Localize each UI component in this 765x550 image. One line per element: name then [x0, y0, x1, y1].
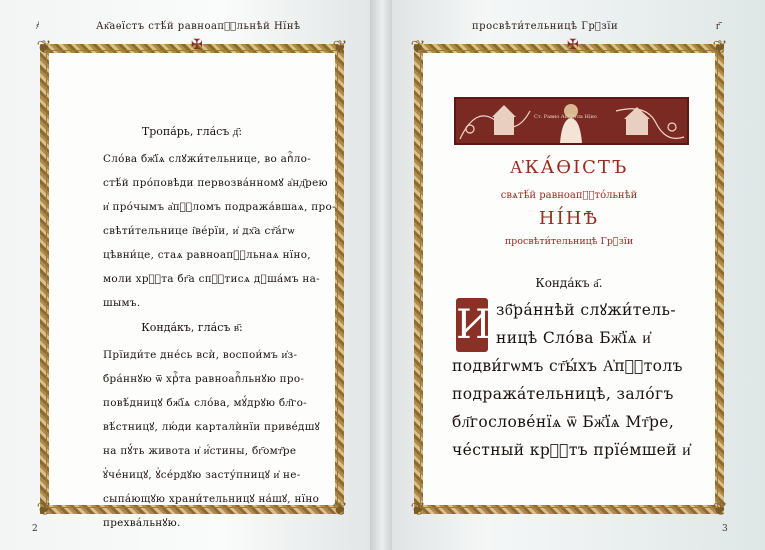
flourish-icon: ❦ — [712, 499, 728, 520]
text-line: бл҃гослове́нїѧ ѿ Бж҃їѧ Мт҃ре, — [452, 413, 675, 431]
title-epithet: просвѣти́тельницѣ Гр꙽зїи — [504, 236, 634, 247]
right-page — [392, 0, 765, 550]
text-line: че́стный крⷭ҇тъ прїе́мшей и҆ — [452, 441, 691, 459]
akathist-title: А҆КА́ѲІСТЪ — [509, 157, 629, 178]
drop-cap-initial: И — [456, 298, 488, 352]
running-head-left: Ак҃аѳїстъ стѣ́й равноапⷭ҇льнѣй Нїнѣ — [96, 21, 301, 32]
text-line: свѣти́тельнице і҆ве́рїи, и҆ дх҃а ст҃а́гѡ — [103, 225, 295, 237]
text-line: ꙋ҆че́ницꙋ, ꙋ҆се́рдꙋю засту́пницꙋ и҆ не- — [103, 469, 301, 481]
page-number-right: 3 — [722, 524, 728, 534]
text-line: и҆ про́чымъ а҆пⷭ҇ломъ подража́вшаѧ, про- — [103, 201, 336, 213]
flourish-icon: ❦ — [36, 37, 52, 58]
running-head-left-mark: ҂ — [36, 21, 40, 32]
troparion-text — [103, 147, 336, 315]
kontakion-heading: Конда́къ, гла́съ в҃: — [141, 321, 243, 334]
kontakion-body — [456, 296, 677, 352]
text-line: повѣ́дницꙋ бж҃їѧ сло́ва, мꙋ́дрꙋю бл҃го- — [103, 397, 307, 409]
text-line: бра́ннꙋю ѿ хрⷭ҇та равноапⷭ҇льнꙋю про- — [103, 373, 305, 385]
text-line: подража́тельницѣ, зало́гъ — [452, 385, 674, 403]
text-line: вѣ́стницꙋ, лю́ди карталѝнїи приве́дшꙋ — [103, 421, 320, 433]
cross-icon: ✠ — [567, 37, 579, 53]
flourish-icon: ❦ — [332, 37, 348, 58]
text-line: сыпа́ющꙋю храни́тельницꙋ на́шꙋ, нїно — [103, 493, 320, 505]
flourish-icon: ❦ — [410, 499, 426, 520]
text-line: на пꙋ́ть живота и҆ и҆́стины, бг҃омт҃ре — [103, 445, 297, 457]
text-line: стѣ́й про́повѣди первозва́нномꙋ а҆нд҃рею — [103, 177, 328, 189]
running-head-right: просвѣти́тельницѣ Гр꙽зїи — [472, 21, 619, 32]
saint-name: НІ́НѢ — [538, 208, 600, 229]
text-line: ницѣ Сло́ва Бж҃їѧ и҆ — [496, 329, 652, 347]
text-line: цѣвни́це, стаѧ равноапⷭ҇льнаѧ нїно, — [103, 249, 311, 261]
headpiece-caption: Ст. Равно Апⷭ҇тла Нїно — [534, 114, 597, 120]
text-line: прехва́льнꙋю. — [103, 517, 181, 529]
kontakion-text — [103, 343, 320, 535]
text-line: шымъ. — [103, 297, 141, 309]
cross-icon: ✠ — [191, 37, 203, 53]
kontakion-body-cont — [452, 352, 691, 464]
kontakion-heading-right: Конда́къ а҃. — [535, 276, 603, 290]
text-line: подви́гѡмъ ст҃ы́хъ А҆пⷭ҇толъ — [452, 357, 683, 375]
title-subline: свѧтѣ́й равноапⷭ҇то́льнѣй — [500, 190, 638, 201]
page-number-left: 2 — [32, 524, 38, 534]
text-line: Сло́ва бж҃їѧ слꙋжи́тельнице, во апⷭ҇ло- — [103, 153, 312, 165]
flourish-icon: ❦ — [712, 37, 728, 58]
text-line: моли хрⷭ҇та бг҃а спⷭ҇тисѧ дꙋша́мъ на- — [103, 273, 320, 285]
headpiece-illustration — [454, 97, 689, 145]
flourish-icon: ❦ — [332, 499, 348, 520]
ornamental-frame-left — [36, 37, 348, 529]
troparion-heading: Тропа́рь, гла́съ д҃: — [141, 125, 243, 138]
book-gutter — [370, 0, 394, 550]
flourish-icon: ❦ — [410, 37, 426, 58]
left-page — [0, 0, 372, 550]
running-head-right-mark: г҃ — [716, 21, 721, 32]
text-line: Прїиди́те дне́сь всѝ, воспои́мъ и҆з- — [103, 349, 298, 361]
text-line: зб҃ра́ннѣй слꙋжи́тель- — [496, 301, 677, 319]
flourish-icon: ❦ — [36, 499, 52, 520]
headpiece-ornament-icon — [456, 99, 687, 143]
